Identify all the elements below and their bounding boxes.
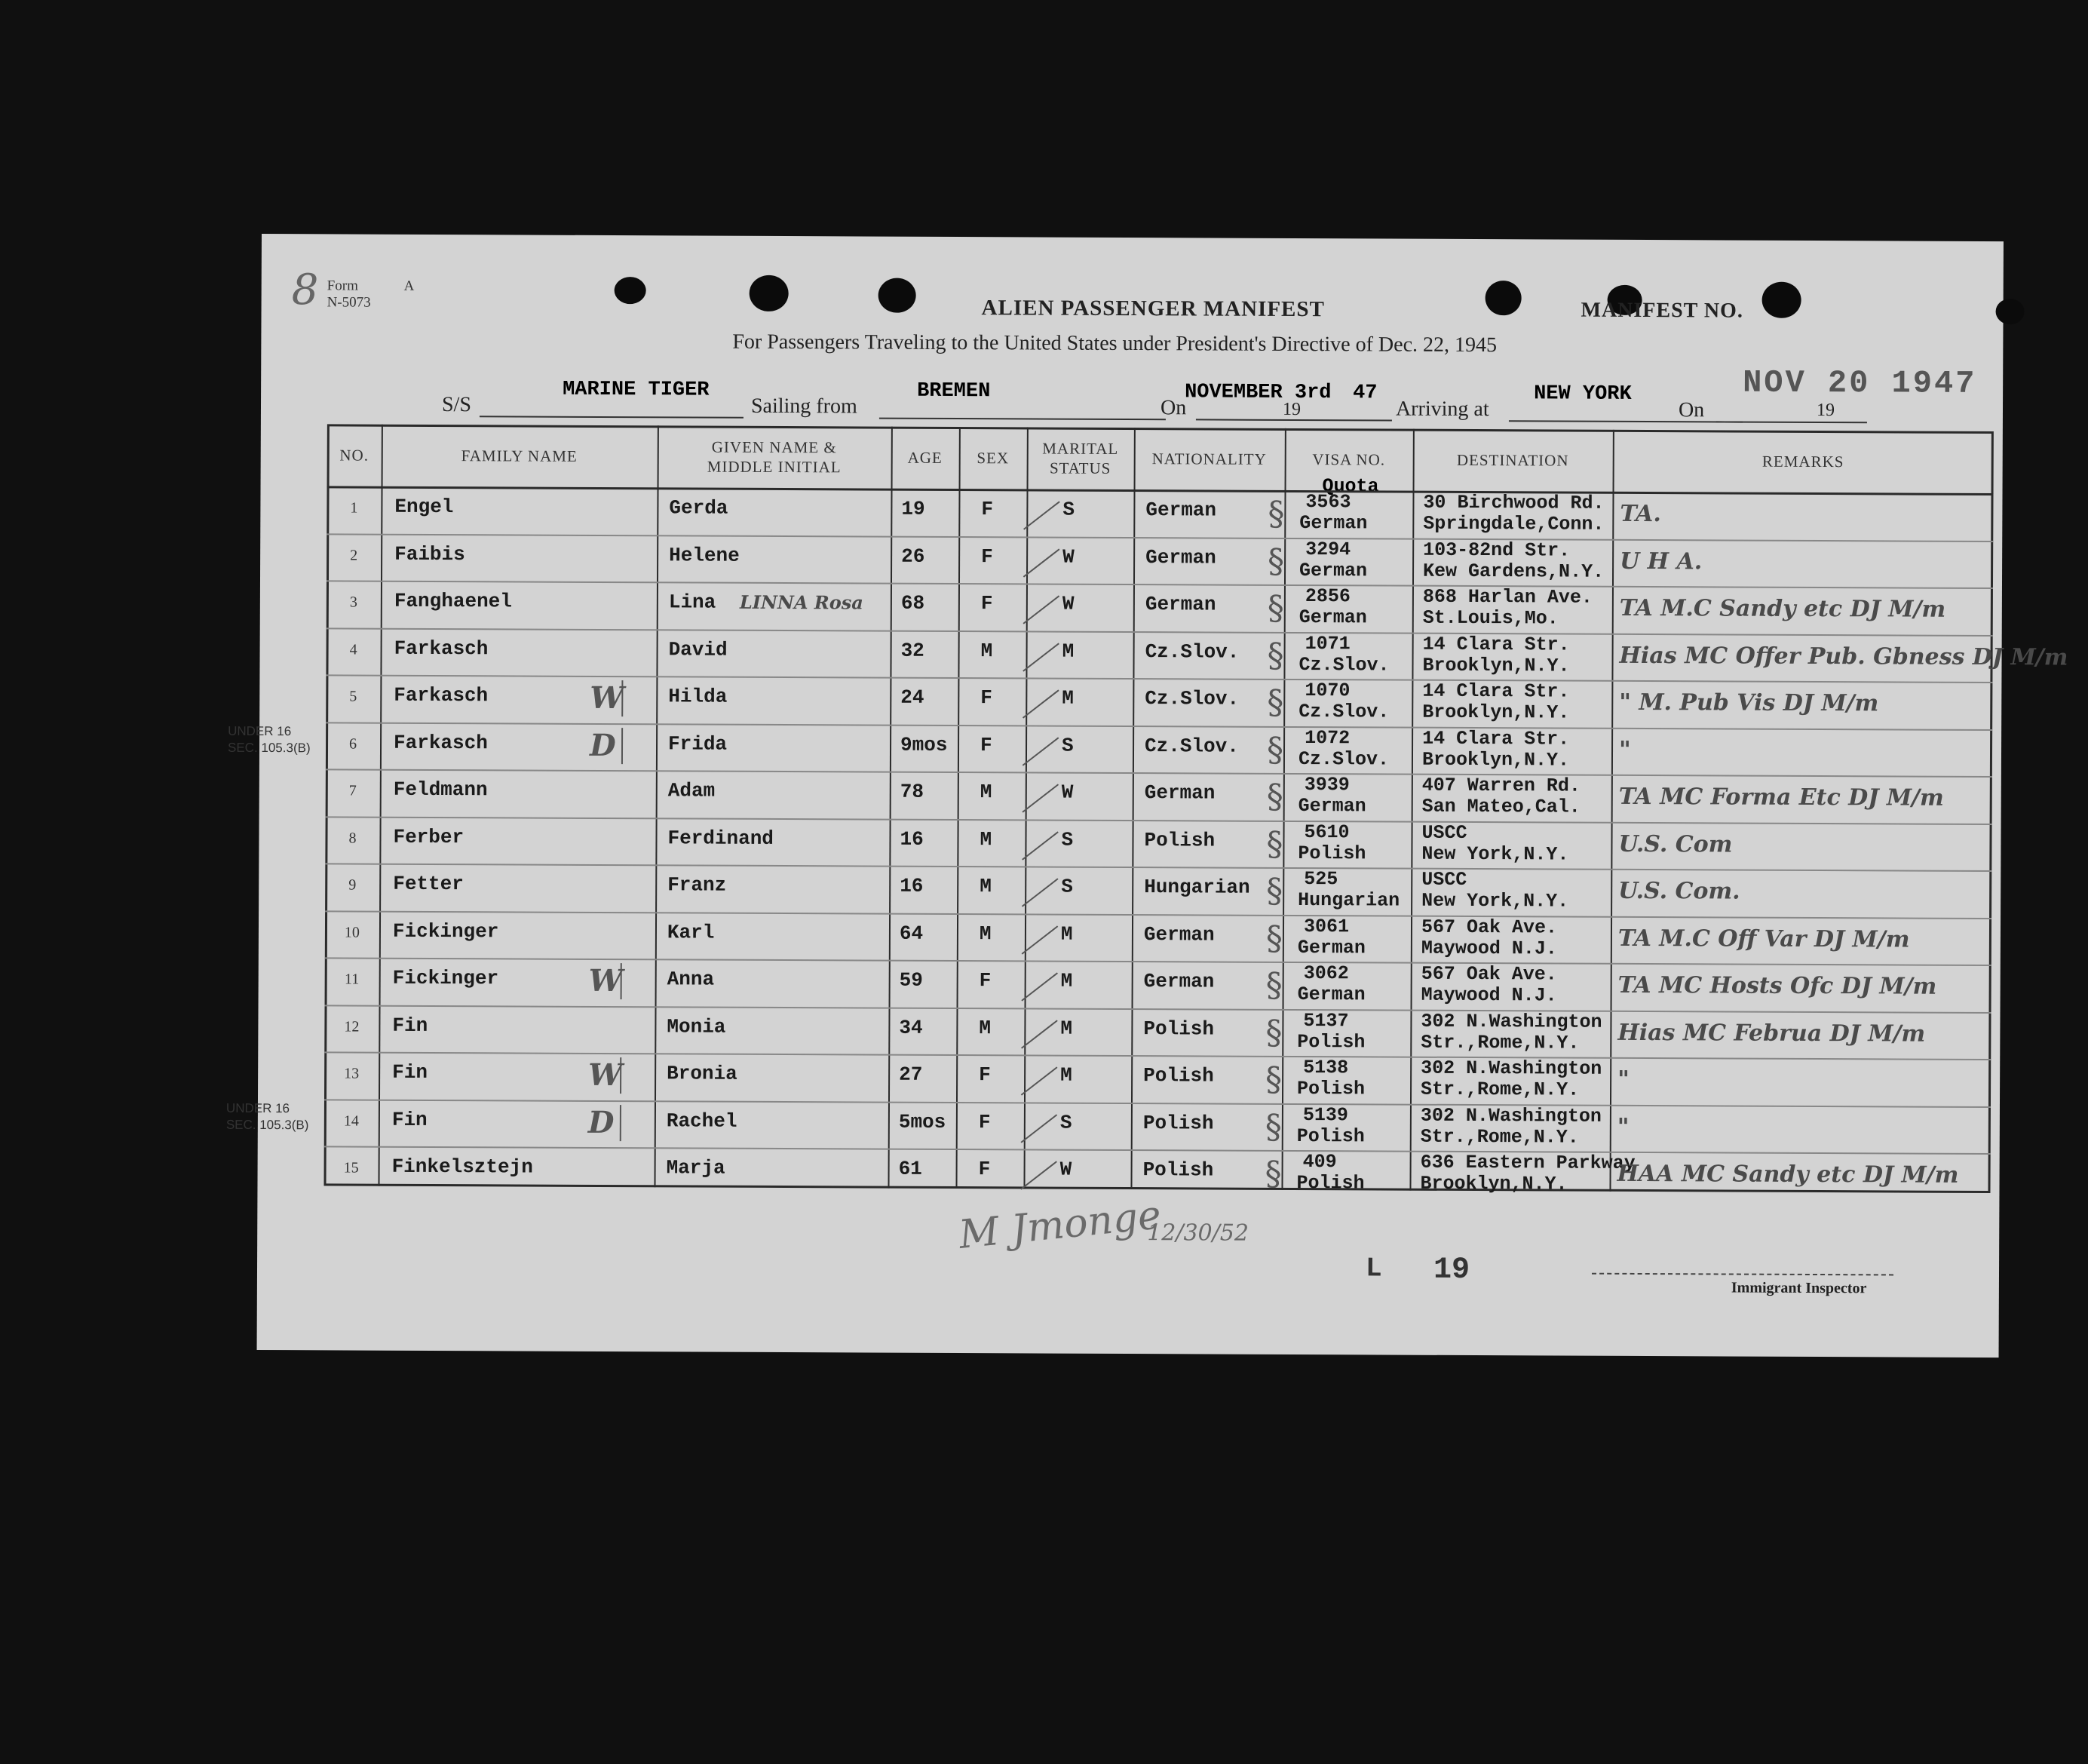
age: 27: [899, 1063, 923, 1086]
family-name: Ferber: [393, 825, 465, 848]
nationality: Cz.Slov.: [1144, 734, 1239, 758]
sex: M: [979, 1016, 992, 1039]
family-name: Fin: [392, 1014, 428, 1037]
check-scribble: §: [1266, 730, 1284, 769]
destination-line-1: 302 N.Washington: [1421, 1010, 1602, 1033]
under-16-note-line-1: UNDER 16: [225, 1100, 290, 1115]
sex: F: [980, 733, 992, 756]
under-16-note: [228, 722, 311, 756]
sex: F: [979, 1063, 991, 1087]
destination-line-2: New York,N.Y.: [1421, 889, 1569, 913]
given-name: Frida: [667, 732, 728, 756]
sex: F: [978, 1110, 991, 1134]
given-name: Bronia: [667, 1062, 737, 1085]
quota: Polish: [1296, 1172, 1365, 1195]
document-subtitle: For Passengers Traveling to the United States under President's Directive of Dec. 22, 1945: [732, 330, 1498, 357]
age: 32: [900, 639, 924, 662]
given-name: Hilda: [668, 685, 728, 708]
row-number: 12: [344, 1017, 360, 1035]
port-from: BREMEN: [917, 379, 991, 403]
age: 26: [901, 545, 925, 568]
header-age: AGE: [907, 448, 943, 467]
ship-underline: [480, 416, 744, 419]
nationality: Polish: [1144, 828, 1216, 852]
form-label: [327, 278, 415, 295]
manifest-number-label: MANIFEST NO.: [1581, 298, 1743, 323]
row-number: 1: [350, 499, 358, 517]
check-scribble: §: [1265, 1013, 1283, 1052]
destination-line-1: 302 N.Washington: [1421, 1057, 1602, 1080]
row-number: 8: [348, 830, 357, 847]
margin-stroke: [621, 728, 623, 764]
visa-number: 5138: [1303, 1057, 1349, 1079]
destination-line-1: 407 Warren Rd.: [1421, 774, 1581, 797]
age: 9mos: [900, 733, 948, 756]
nationality: Cz.Slov.: [1145, 687, 1240, 710]
remark: ": [1617, 1066, 1630, 1093]
header-quota: Quota: [1322, 475, 1379, 498]
row-number: 6: [349, 735, 357, 753]
sex: M: [979, 922, 992, 945]
sex: M: [980, 875, 992, 898]
visa-number: 5137: [1303, 1009, 1349, 1032]
port-to-underline: [1509, 420, 1743, 422]
sex: M: [980, 639, 993, 662]
check-scribble: §: [1265, 919, 1283, 958]
inspector-signature-line: [1592, 1273, 1893, 1276]
family-name: Fickinger: [392, 919, 499, 943]
check-scribble: §: [1265, 965, 1283, 1005]
header-marital-status: MARITAL STATUS: [1042, 439, 1119, 477]
family-name: Feldmann: [393, 778, 488, 802]
marital-status: S: [1061, 875, 1073, 898]
remark: TA.: [1620, 500, 1661, 528]
check-scribble: §: [1268, 494, 1285, 533]
under-16-note: [226, 1100, 309, 1133]
visa-number: 525: [1304, 868, 1338, 891]
destination-line-2: Brooklyn,N.Y.: [1420, 1172, 1568, 1195]
family-name: Engel: [394, 495, 454, 519]
visa-number: 3294: [1305, 538, 1351, 560]
port-to: NEW YORK: [1534, 382, 1632, 406]
destination-line-2: Brooklyn,N.Y.: [1421, 748, 1570, 772]
family-name: Fetter: [393, 872, 464, 896]
form-number: N-5073: [327, 294, 371, 311]
destination-line-1: 567 Oak Ave.: [1421, 916, 1558, 939]
punch-hole: [1486, 281, 1522, 315]
destination-line-1: 14 Clara Str.: [1422, 727, 1570, 750]
age: 78: [900, 780, 924, 803]
family-name: Fin: [391, 1108, 428, 1131]
nationality: Hungarian: [1144, 876, 1250, 899]
check-scribble: §: [1265, 1154, 1282, 1193]
destination-line-1: 868 Harlan Ave.: [1422, 585, 1593, 609]
visa-number: 1071: [1305, 632, 1351, 655]
header-no: NO.: [339, 446, 369, 465]
family-name: Fickinger: [392, 966, 499, 990]
visa-number: 1072: [1305, 726, 1351, 749]
row-number: 5: [349, 688, 357, 705]
sex: F: [980, 592, 993, 615]
marital-status: W: [1062, 592, 1075, 615]
marital-status: W: [1061, 781, 1074, 804]
quota: German: [1299, 512, 1368, 535]
quota: Cz.Slov.: [1298, 653, 1390, 676]
destination-line-2: Brooklyn,N.Y.: [1422, 701, 1570, 724]
row-number: 13: [344, 1065, 360, 1082]
check-scribble: §: [1268, 541, 1285, 581]
remark: U.S. Com: [1618, 830, 1733, 858]
marital-status: M: [1060, 922, 1073, 946]
marital-status: S: [1061, 828, 1074, 851]
document-title: ALIEN PASSENGER MANIFEST: [981, 296, 1325, 322]
marital-status: W: [1059, 1158, 1072, 1181]
destination-line-2: Brooklyn,N.Y.: [1422, 654, 1570, 677]
row-number: 9: [348, 876, 357, 894]
form-label-text: Form: [327, 278, 358, 294]
quota: Cz.Slov.: [1298, 747, 1390, 771]
year-prefix-2: 19: [1816, 400, 1835, 421]
sex: M: [980, 827, 992, 851]
family-name: Farkasch: [393, 731, 488, 754]
port-from-underline: [879, 418, 1166, 421]
visa-number: 3563: [1305, 491, 1351, 514]
nationality: Polish: [1142, 1158, 1214, 1182]
check-scribble: §: [1267, 636, 1284, 675]
nationality: Polish: [1142, 1111, 1214, 1135]
manifest-sheet: [225, 234, 2068, 1358]
destination-line-1: 302 N.Washington: [1420, 1104, 1602, 1127]
family-name: Fin: [392, 1060, 428, 1084]
header-destination: DESTINATION: [1456, 450, 1569, 470]
marital-status: S: [1059, 1111, 1072, 1134]
header-sex: SEX: [977, 449, 1010, 468]
age: 61: [898, 1157, 922, 1180]
ship-name: MARINE TIGER: [563, 378, 710, 402]
check-scribble: §: [1267, 588, 1284, 627]
visa-number: 3061: [1303, 915, 1350, 937]
margin-note: W: [588, 962, 623, 999]
nationality: Polish: [1143, 1017, 1215, 1041]
check-scribble: §: [1266, 871, 1283, 910]
quota: German: [1299, 559, 1368, 581]
row-number: 3: [349, 594, 357, 611]
family-name: Finkelsztejn: [391, 1155, 533, 1179]
marital-status: S: [1062, 498, 1075, 521]
marital-status: M: [1060, 969, 1073, 992]
remark: Hias MC Februa DJ M/m: [1617, 1019, 1926, 1048]
arrival-date-underline: [1716, 421, 1867, 423]
check-scribble: §: [1265, 1060, 1283, 1099]
visa-number: 5610: [1304, 821, 1350, 843]
row-number: 4: [349, 641, 357, 658]
sex: F: [981, 498, 994, 521]
given-name: Adam: [667, 779, 716, 802]
remark: Hias MC Offer Pub. Gbness DJ M/m: [1619, 642, 2068, 670]
row-number: 10: [344, 923, 360, 941]
arriving-label: Arriving at: [1395, 397, 1489, 422]
family-name: Farkasch: [394, 683, 489, 707]
given-name: Marja: [666, 1156, 725, 1180]
check-scribble: §: [1265, 1107, 1282, 1146]
margin-stroke: [620, 1057, 621, 1094]
given-name: Gerda: [669, 496, 728, 520]
destination-line-2: Springdale,Conn.: [1423, 512, 1605, 535]
header-remarks: REMARKS: [1761, 452, 1844, 471]
sex: F: [981, 545, 993, 568]
remark: U H A.: [1620, 548, 1703, 575]
margin-note: D: [587, 1104, 615, 1140]
age: 34: [899, 1016, 923, 1039]
row-number: 14: [343, 1112, 359, 1130]
given-name: David: [668, 637, 728, 661]
sex: F: [978, 1158, 991, 1181]
age: 5mos: [898, 1110, 946, 1134]
quota: Polish: [1298, 842, 1366, 864]
sailing-label: Sailing from: [750, 394, 857, 419]
given-name: Lina: [668, 591, 716, 614]
quota: Hungarian: [1298, 889, 1400, 912]
margin-stroke: [620, 1105, 621, 1141]
age: 24: [900, 686, 924, 709]
destination-line-2: Str.,Rome,N.Y.: [1421, 1031, 1580, 1054]
remark: ": [1617, 1113, 1630, 1140]
nationality: German: [1145, 545, 1216, 569]
header-visa-no: VISA NO.: [1312, 450, 1386, 469]
visa-number: 409: [1302, 1151, 1337, 1173]
given-name: Franz: [667, 873, 727, 897]
family-name: Fanghaenel: [394, 589, 512, 613]
nationality: German: [1143, 970, 1215, 993]
sail-year: 47: [1353, 382, 1378, 405]
header-family-name: FAMILY NAME: [461, 446, 578, 465]
given-name: Rachel: [666, 1109, 737, 1133]
marital-status: W: [1062, 545, 1075, 569]
quota: Polish: [1297, 1078, 1366, 1100]
quota: German: [1297, 983, 1366, 1006]
header-nationality: NATIONALITY: [1151, 449, 1267, 468]
destination-line-1: USCC: [1421, 868, 1467, 891]
destination-line-1: 567 Oak Ave.: [1421, 962, 1557, 986]
age: 59: [899, 968, 923, 992]
nationality: Polish: [1143, 1064, 1214, 1088]
margin-stroke: [621, 680, 623, 716]
remark: TA M.C Off Var DJ M/m: [1617, 925, 1910, 953]
visa-number: 2856: [1305, 585, 1351, 608]
remark: ": [1618, 736, 1631, 763]
signature-date: 12/30/52: [1147, 1219, 1249, 1247]
family-name: Farkasch: [394, 637, 489, 660]
age: 19: [901, 497, 925, 520]
age: 64: [899, 922, 924, 945]
on-label: On: [1160, 396, 1187, 420]
given-name: Monia: [667, 1014, 726, 1038]
row-number: 2: [350, 547, 358, 564]
page-number: 19: [1433, 1253, 1470, 1288]
row-number: 7: [348, 782, 357, 799]
visa-number: 1070: [1305, 680, 1351, 702]
remark: U.S. Com.: [1618, 877, 1740, 905]
quota: Polish: [1297, 1030, 1366, 1053]
remark: TA M.C Sandy etc DJ M/m: [1619, 594, 1946, 623]
quota: German: [1298, 795, 1366, 818]
year-prefix: 19: [1282, 399, 1302, 420]
destination-line-2: Str.,Rome,N.Y.: [1420, 1125, 1579, 1149]
ss-label: S/S: [441, 393, 472, 417]
margin-note: W: [588, 1057, 623, 1094]
nationality: German: [1145, 593, 1216, 616]
under-16-note-line-2: SEC. 105.3(B): [227, 740, 311, 755]
header-given-name: GIVEN NAME & MIDDLE INITIAL: [707, 437, 842, 477]
nationality: Cz.Slov.: [1145, 640, 1240, 664]
destination-line-2: Str.,Rome,N.Y.: [1421, 1078, 1580, 1101]
punch-hole: [878, 278, 916, 313]
row-number: 11: [344, 971, 360, 988]
sex: F: [979, 969, 992, 992]
destination-line-1: USCC: [1421, 821, 1467, 844]
marital-status: M: [1060, 1063, 1072, 1087]
check-scribble: §: [1266, 824, 1283, 864]
punch-hole: [1995, 299, 2024, 324]
marital-status: M: [1060, 1017, 1073, 1040]
sex: M: [980, 781, 992, 804]
margin-note: W: [590, 680, 624, 716]
destination-line-1: 14 Clara Str.: [1422, 680, 1570, 703]
given-name: Helene: [669, 543, 740, 567]
nationality: German: [1145, 499, 1217, 522]
destination-line-2: San Mateo,Cal.: [1421, 795, 1581, 818]
quota: Polish: [1296, 1124, 1365, 1147]
marital-status: S: [1061, 734, 1074, 757]
visa-number: 3939: [1304, 774, 1350, 796]
under-16-note-line-1: UNDER 16: [228, 723, 292, 738]
given-name: Anna: [667, 968, 715, 991]
sex: F: [980, 686, 992, 710]
row-number: 15: [343, 1159, 359, 1177]
age: 68: [900, 591, 925, 615]
given-name-note: LINNA Rosa: [739, 591, 863, 614]
check-scribble: §: [1266, 777, 1283, 816]
punch-hole: [750, 275, 789, 311]
destination-line-2: New York,N.Y.: [1421, 842, 1569, 866]
under-16-note-line-2: SEC. 105.3(B): [225, 1117, 309, 1132]
quota: German: [1298, 606, 1367, 629]
form-code: A: [403, 278, 415, 294]
destination-line-2: St.Louis,Mo.: [1422, 606, 1559, 630]
remark: HAA MC Sandy etc DJ M/m: [1617, 1160, 1959, 1189]
nationality: German: [1143, 922, 1215, 946]
arrival-date-stamp: NOV 20 1947: [1743, 364, 1977, 402]
destination-line-1: 103-82nd Str.: [1423, 538, 1571, 562]
punch-hole: [1762, 282, 1801, 318]
margin-note: D: [589, 727, 616, 763]
age: 16: [900, 874, 924, 897]
handwritten-signature: M Jmonge: [956, 1192, 1164, 1258]
destination-line-1: 30 Birchwood Rd.: [1423, 491, 1605, 514]
family-name: Faibis: [394, 542, 465, 566]
corner-mark: 8: [291, 265, 319, 315]
age: 16: [900, 827, 924, 851]
nationality: German: [1144, 781, 1216, 805]
visa-number: 3062: [1303, 962, 1349, 985]
remark: TA MC Hosts Ofc DJ M/m: [1617, 971, 1937, 1000]
sail-date: NOVEMBER 3rd: [1185, 381, 1332, 405]
quota: Cz.Slov.: [1298, 701, 1390, 723]
destination-line-1: 636 Eastern Parkway: [1420, 1151, 1636, 1174]
check-scribble: §: [1267, 683, 1284, 722]
marital-status: M: [1062, 640, 1075, 663]
destination-line-1: 14 Clara Str.: [1422, 633, 1570, 656]
destination-line-2: Kew Gardens,N.Y.: [1423, 560, 1605, 583]
quota: German: [1297, 936, 1366, 959]
visa-number: 5139: [1302, 1103, 1348, 1126]
margin-stroke: [621, 963, 622, 999]
on-label-2: On: [1678, 398, 1705, 422]
inspector-label: Immigrant Inspector: [1731, 1279, 1867, 1297]
given-name: Ferdinand: [667, 826, 774, 850]
punch-hole: [615, 277, 646, 304]
marital-status: M: [1062, 686, 1074, 710]
passenger-table: [225, 424, 2068, 1195]
remark: " M. Pub Vis DJ M/m: [1619, 689, 1879, 717]
destination-line-2: Maywood N.J.: [1421, 937, 1557, 960]
page-letter: L: [1365, 1253, 1382, 1284]
remark: TA MC Forma Etc DJ M/m: [1618, 783, 1944, 811]
destination-line-2: Maywood N.J.: [1421, 983, 1557, 1007]
given-name: Karl: [667, 920, 715, 944]
